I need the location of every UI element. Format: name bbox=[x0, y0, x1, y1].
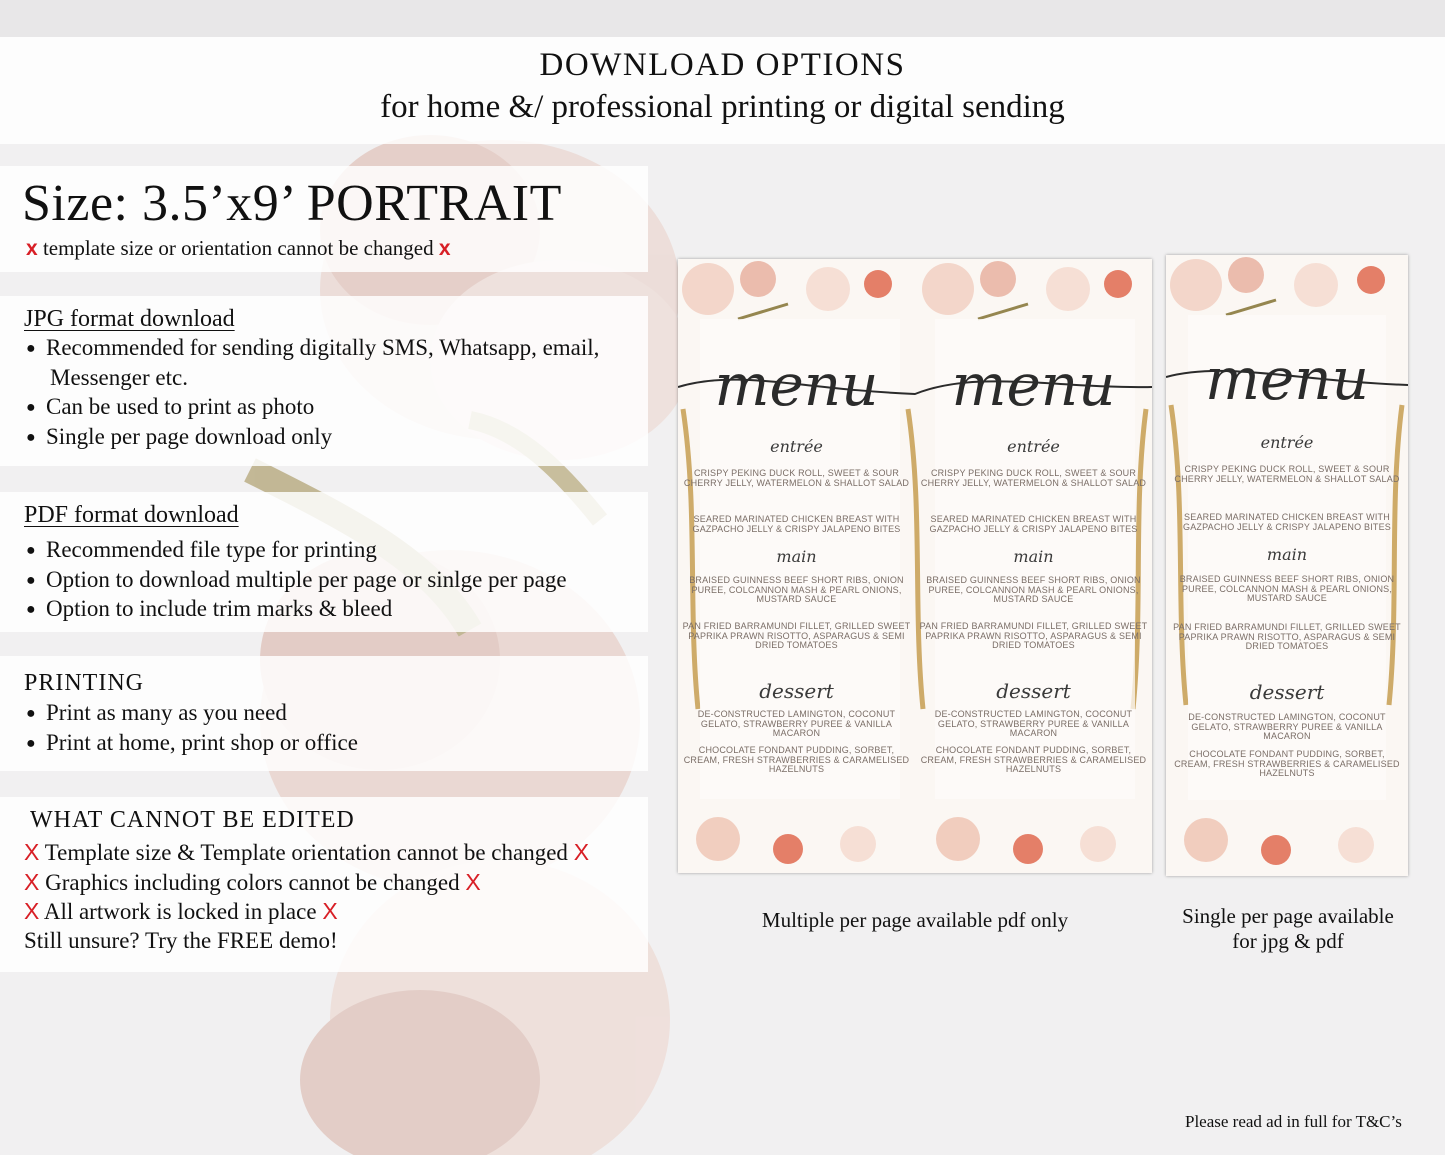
single-caption bbox=[1160, 904, 1416, 954]
menu-item: DE-CONSTRUCTED LAMINGTON, COCONUT GELATO, STRAWBERRY PUREE & VANILLA MACARON bbox=[934, 709, 1133, 738]
bullet-dot-icon: ● bbox=[26, 601, 36, 618]
bullet-dot-icon: ● bbox=[26, 735, 36, 752]
x-mark-icon: X bbox=[465, 869, 481, 895]
list-item: ● Recommended for sending digitally SMS, Whatsapp, email, bbox=[26, 335, 600, 360]
menu-item: PAN FRIED BARRAMUNDI FILLET, GRILLED SWEET PAPRIKA PRAWN RISOTTO, ASPARAGUS & SEMI DRIED TOMATOES bbox=[682, 621, 911, 650]
jpg-panel bbox=[0, 296, 648, 466]
menu-entree-heading: entrée bbox=[1260, 433, 1314, 452]
single-caption-line: for jpg & pdf bbox=[1232, 929, 1344, 953]
list-item: X Graphics including colors cannot be changed X bbox=[24, 869, 481, 895]
bullet-dot-icon: ● bbox=[26, 542, 36, 559]
menu-item: CRISPY PEKING DUCK ROLL, SWEET & SOUR CHERRY JELLY, WATERMELON & SHALLOT SALAD bbox=[920, 468, 1147, 488]
menu-dessert-heading: dessert bbox=[996, 679, 1071, 703]
size-note bbox=[26, 236, 451, 261]
page-subtitle: for home &/ professional printing or digital sending bbox=[380, 89, 1065, 125]
list-item: ● Option to include trim marks & bleed bbox=[26, 596, 393, 621]
top-strip bbox=[0, 0, 1445, 37]
menu-column bbox=[1166, 255, 1408, 876]
cannot-edit-heading: WHAT CANNOT BE EDITED bbox=[30, 807, 355, 833]
x-mark-icon: x bbox=[26, 237, 38, 260]
bullet-dot-icon: ● bbox=[26, 340, 36, 357]
x-mark-icon: X bbox=[573, 839, 590, 865]
menu-item: SEARED MARINATED CHICKEN BREAST WITH GAZPACHO JELLY & CRISPY JALAPENO BITES bbox=[692, 514, 901, 534]
menu-item: PAN FRIED BARRAMUNDI FILLET, GRILLED SWEET PAPRIKA PRAWN RISOTTO, ASPARAGUS & SEMI DRIED TOMATOES bbox=[1173, 622, 1401, 651]
x-mark-icon: X bbox=[24, 898, 40, 924]
list-item: X All artwork is locked in place X bbox=[24, 898, 338, 924]
list-item: ● Can be used to print as photo bbox=[26, 394, 315, 419]
list-item: ● Option to download multiple per page or sinlge per page bbox=[26, 567, 567, 592]
menu-column bbox=[678, 259, 915, 873]
menu-item: SEARED MARINATED CHICKEN BREAST WITH GAZPACHO JELLY & CRISPY JALAPENO BITES bbox=[1183, 512, 1391, 532]
menu-entree-heading: entrée bbox=[770, 437, 823, 456]
list-item: ● Print at home, print shop or office bbox=[26, 730, 358, 755]
menu-dessert-heading: dessert bbox=[1249, 680, 1325, 704]
menu-item: DE-CONSTRUCTED LAMINGTON, COCONUT GELATO, STRAWBERRY PUREE & VANILLA MACARON bbox=[697, 709, 896, 738]
menu-title: menu bbox=[951, 351, 1116, 419]
size-panel bbox=[0, 166, 648, 272]
printing-heading: PRINTING bbox=[24, 670, 144, 696]
menu-item: BRAISED GUINNESS BEEF SHORT RIBS, ONION PUREE, COLCANNON MASH & PEARL ONIONS, MUSTARD SAUCE bbox=[689, 575, 904, 604]
menu-item: BRAISED GUINNESS BEEF SHORT RIBS, ONION PUREE, COLCANNON MASH & PEARL ONIONS, MUSTARD SAUCE bbox=[926, 575, 1141, 604]
pdf-heading: PDF format download bbox=[24, 502, 239, 528]
page-header bbox=[0, 37, 1445, 144]
menu-item: DE-CONSTRUCTED LAMINGTON, COCONUT GELATO, STRAWBERRY PUREE & VANILLA MACARON bbox=[1188, 712, 1386, 741]
menu-title: menu bbox=[714, 351, 879, 419]
x-mark-icon: X bbox=[322, 898, 338, 924]
menu-main-heading: main bbox=[776, 547, 817, 566]
terms-footnote: Please read ad in full for T&C’s bbox=[1185, 1112, 1402, 1131]
pdf-panel bbox=[0, 492, 648, 632]
list-item: ● Single per page download only bbox=[26, 424, 333, 449]
menu-item: CHOCOLATE FONDANT PUDDING, SORBET, CREAM, FRESH STRAWBERRIES & CARAMELISED HAZELNUTS bbox=[683, 745, 910, 774]
bullet-dot-icon: ● bbox=[26, 429, 36, 446]
menu-item: SEARED MARINATED CHICKEN BREAST WITH GAZPACHO JELLY & CRISPY JALAPENO BITES bbox=[929, 514, 1138, 534]
menu-item: CRISPY PEKING DUCK ROLL, SWEET & SOUR CHERRY JELLY, WATERMELON & SHALLOT SALAD bbox=[1174, 464, 1400, 484]
list-item: X Template size & Template orientation cannot be changed X bbox=[24, 839, 590, 865]
size-note-text: template size or orientation cannot be changed bbox=[42, 236, 434, 260]
menu-preview-multiple bbox=[678, 259, 1152, 873]
menu-item: PAN FRIED BARRAMUNDI FILLET, GRILLED SWEET PAPRIKA PRAWN RISOTTO, ASPARAGUS & SEMI DRIED TOMATOES bbox=[919, 621, 1148, 650]
menu-main-heading: main bbox=[1013, 547, 1054, 566]
menu-item: CHOCOLATE FONDANT PUDDING, SORBET, CREAM, FRESH STRAWBERRIES & CARAMELISED HAZELNUTS bbox=[1174, 749, 1400, 778]
x-mark-icon: X bbox=[24, 839, 40, 865]
x-mark-icon: x bbox=[438, 237, 451, 260]
menu-entree-heading: entrée bbox=[1007, 437, 1060, 456]
x-mark-icon: X bbox=[24, 869, 40, 895]
list-item: ● Recommended file type for printing bbox=[26, 537, 377, 562]
list-item: ● Print as many as you need bbox=[26, 700, 287, 725]
menu-column bbox=[915, 259, 1152, 873]
menu-preview-single bbox=[1166, 255, 1408, 876]
closing-text: Still unsure? Try the FREE demo! bbox=[24, 928, 338, 953]
multiple-caption: Multiple per page available pdf only bbox=[761, 908, 1069, 932]
jpg-heading: JPG format download bbox=[24, 306, 235, 332]
menu-title: menu bbox=[1204, 345, 1370, 413]
bullet-dot-icon: ● bbox=[26, 705, 36, 722]
page-title: DOWNLOAD OPTIONS bbox=[539, 47, 906, 83]
menu-item: CHOCOLATE FONDANT PUDDING, SORBET, CREAM, FRESH STRAWBERRIES & CARAMELISED HAZELNUTS bbox=[920, 745, 1147, 774]
printing-panel bbox=[0, 656, 648, 771]
menu-item: CRISPY PEKING DUCK ROLL, SWEET & SOUR CHERRY JELLY, WATERMELON & SHALLOT SALAD bbox=[683, 468, 910, 488]
menu-dessert-heading: dessert bbox=[759, 679, 834, 703]
single-caption-line: Single per page available bbox=[1182, 904, 1394, 928]
bullet-dot-icon: ● bbox=[26, 572, 36, 589]
bullet-dot-icon: ● bbox=[26, 399, 36, 416]
size-title: Size: 3.5’x9’ PORTRAIT bbox=[22, 175, 562, 232]
menu-main-heading: main bbox=[1266, 545, 1308, 564]
list-item-continuation: Messenger etc. bbox=[50, 365, 188, 390]
cannot-edit-panel bbox=[0, 797, 648, 972]
menu-item: BRAISED GUINNESS BEEF SHORT RIBS, ONION PUREE, COLCANNON MASH & PEARL ONIONS, MUSTARD SAUCE bbox=[1179, 574, 1395, 603]
